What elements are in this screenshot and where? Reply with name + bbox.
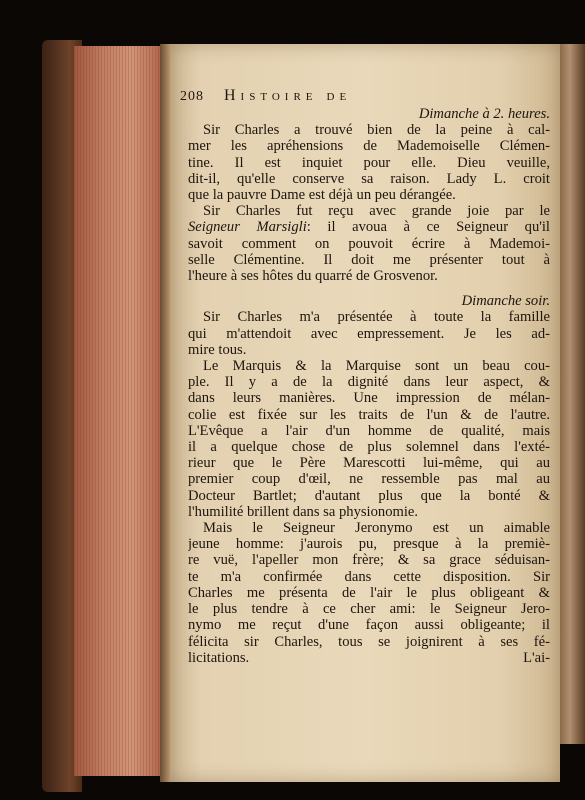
paragraph <box>188 122 550 203</box>
dateline: Dimanche soir. <box>461 293 550 310</box>
text-line: Charles me présenta de l'air le plus obligeant & <box>188 584 550 601</box>
text-line: tine. Il est inquiet pour elle. Dieu veuille, <box>188 154 550 171</box>
text-line: l'heure à ses hôtes du quarré de Grosvenor. <box>188 268 438 285</box>
text-line: Docteur Bartlet; d'autant plus que la bonté & <box>188 487 550 504</box>
text-line: le plus tendre à ce cher ami: le Seigneur Jero- <box>188 601 550 618</box>
text-line: savoit comment on pouvoit écrire à Mademoi- <box>188 235 550 252</box>
italic-name: Seigneur Marsigli <box>188 219 307 236</box>
text-line: qui m'attendoit avec empressement. Je les ad- <box>188 325 550 342</box>
running-head: Histoire de <box>224 87 352 104</box>
text-line: Sir Charles fut reçu avec grande joie par le <box>203 203 550 220</box>
dateline: Dimanche à 2. heures. <box>418 106 550 122</box>
text-line: Sir Charles a trouvé bien de la peine à cal- <box>203 122 550 139</box>
facing-page-edge <box>560 44 585 744</box>
catchword: L'ai- <box>523 649 550 666</box>
text-line: félicita sir Charles, tous se joignirent à ses fé- <box>188 633 550 650</box>
text-line: Sir Charles m'a présentée à toute la famille <box>203 309 550 326</box>
text-line: ple. Il y a de la dignité dans leur aspect, & <box>188 374 550 391</box>
page-edges <box>74 46 170 776</box>
text-line: selle Clémentine. Il doit me présenter tout à <box>188 251 550 268</box>
page-text <box>180 87 550 666</box>
text-line: Le Marquis & la Marquise sont un beau cou- <box>203 358 550 375</box>
page-header <box>180 88 550 106</box>
text-line: mer les apréhensions de Mademoiselle Clémen- <box>188 138 550 155</box>
text-line: colie est fixée sur les traits de l'un & de l'autre. <box>188 406 550 423</box>
paragraph <box>188 309 550 358</box>
paragraph <box>188 520 550 650</box>
text-line: premier coup d'œil, ne ressemble pas mal au <box>188 471 550 488</box>
text-line: rieur que le Père Marescotti lui-même, qui au <box>188 455 550 472</box>
text-line: dit-il, qu'elle conserve sa raison. Lady L. croit <box>188 170 550 187</box>
page-number: 208 <box>180 89 204 104</box>
page-footer <box>188 650 550 666</box>
text-line: jeune homme: j'aurois pu, presque à la premiè- <box>188 536 550 553</box>
book-page <box>170 44 560 782</box>
text-line: que la pauvre Dame est déjà un peu dérangée. <box>188 187 456 204</box>
text-line: re vuë, l'apeller mon frère; & sa grace séduisan- <box>188 552 550 569</box>
text-line: Seigneur Marsigli: il avoua à ce Seigneur qu'il <box>188 219 550 236</box>
text-line: nymo me reçut d'une façon aussi obligeante; il <box>188 617 550 634</box>
text-line: il a quelque chose de plus solemnel dans l'exté- <box>188 439 550 456</box>
text-line: mire tous. <box>188 341 247 358</box>
text-line: te m'a confirmée dans cette disposition. Sir <box>188 568 550 585</box>
text-line: L'Evêque a l'air d'un homme de qualité, mais <box>188 422 550 439</box>
paragraph <box>188 203 550 284</box>
text-line: licitations. <box>188 649 250 666</box>
text-line: l'humilité brillent dans sa physionomie. <box>188 503 419 520</box>
text-line: Mais le Seigneur Jeronymo est un aimable <box>203 520 550 537</box>
text-line: dans leurs manières. Une impression de mélan- <box>188 390 550 407</box>
paragraph <box>188 358 550 520</box>
